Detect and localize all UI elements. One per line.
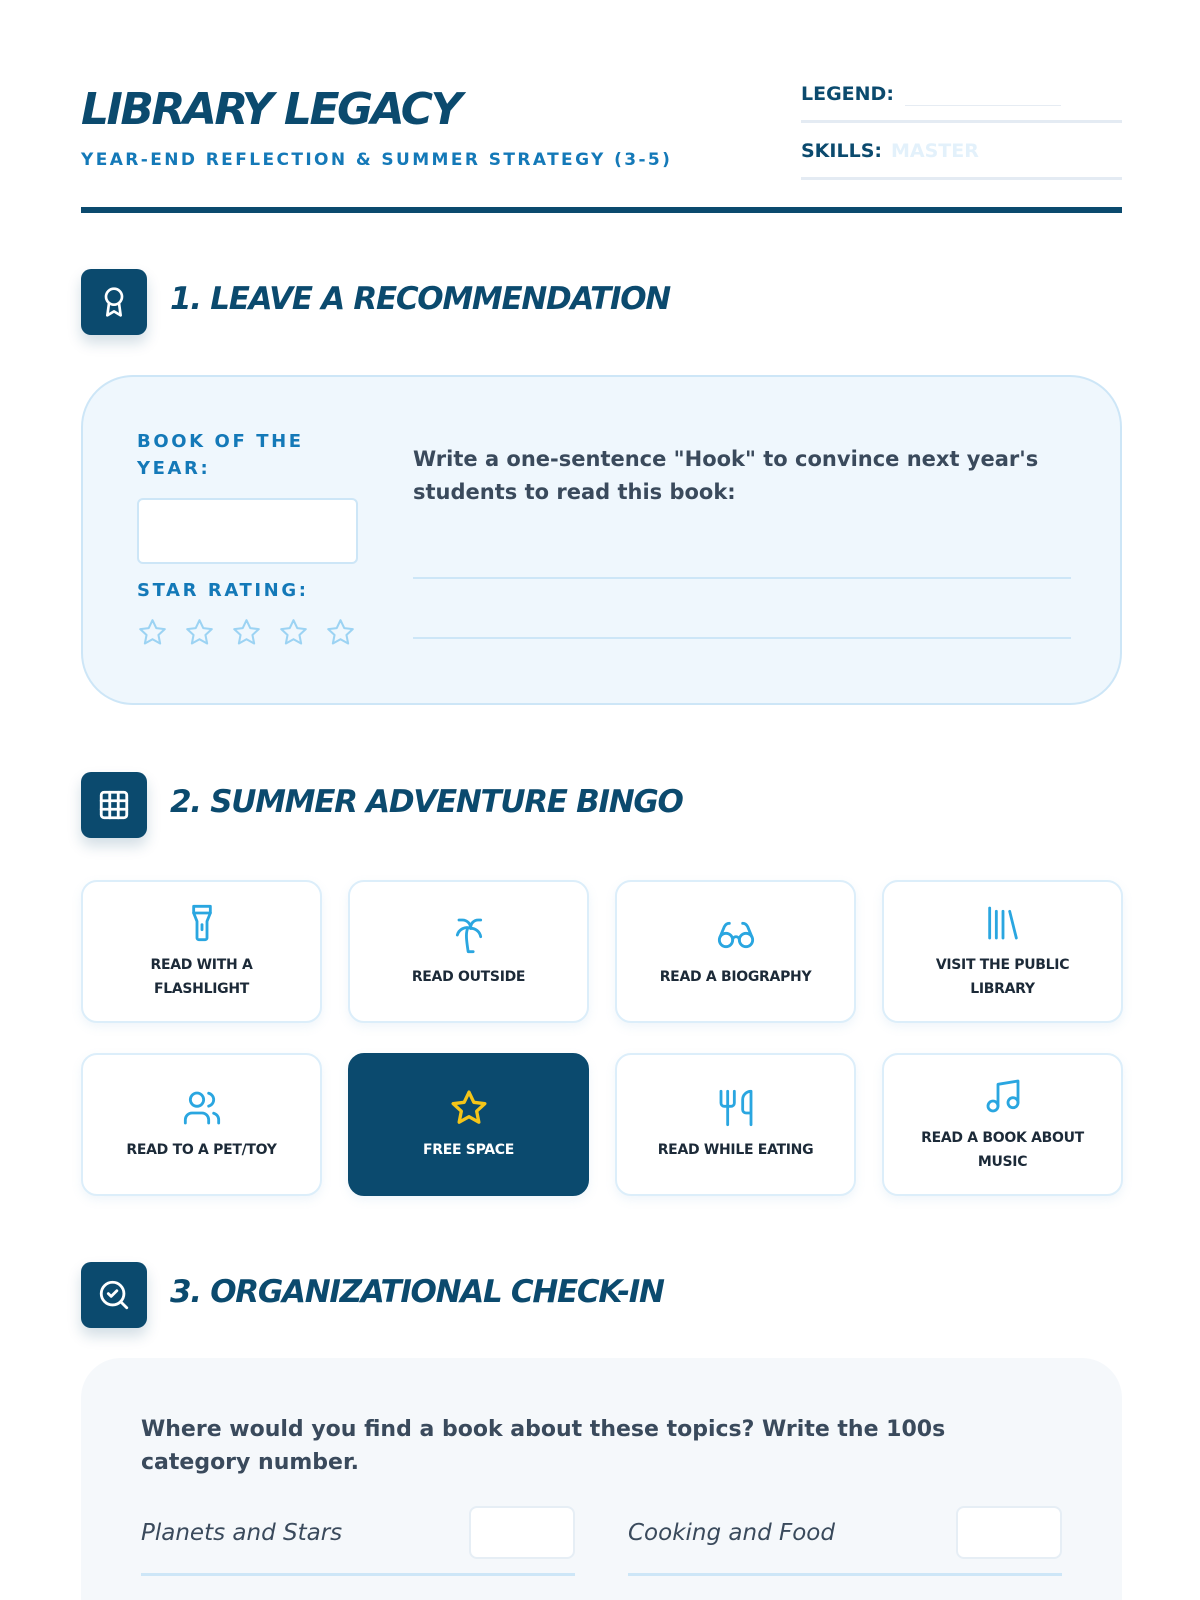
section-1-header: [81, 269, 1122, 335]
section-3-header: [81, 1262, 1122, 1328]
skills-label: SKILLS:: [801, 140, 882, 162]
people-icon: [182, 1088, 222, 1128]
bingo-tile[interactable]: [81, 1053, 322, 1196]
star-rating-label: STAR RATING:: [137, 580, 309, 601]
book-of-year-input[interactable]: [137, 498, 358, 564]
star-icon[interactable]: [137, 617, 168, 648]
star-icon[interactable]: [278, 617, 309, 648]
bingo-tile-label: READ OUTSIDE: [411, 968, 526, 985]
search-check-icon: [81, 1262, 147, 1328]
organizational-card: [81, 1358, 1122, 1600]
skills-value: MASTER: [891, 140, 979, 162]
star-rating: [137, 617, 356, 648]
category-number-input[interactable]: [469, 1506, 575, 1559]
library-books-icon: [983, 903, 1023, 943]
page-subtitle: YEAR-END REFLECTION & SUMMER STRATEGY (3-5): [81, 150, 673, 170]
section-2-title: 2. SUMMER ADVENTURE BINGO: [170, 784, 683, 820]
bingo-tile-label: READ WITH A FLASHLIGHT: [150, 956, 253, 997]
topic-label: Planets and Stars: [141, 1520, 343, 1546]
section-1-title: 1. LEAVE A RECOMMENDATION: [170, 281, 670, 317]
skills-field[interactable]: [801, 140, 1122, 180]
topic-row: [141, 1506, 575, 1576]
book-of-year-label: BOOK OF THE YEAR:: [137, 431, 304, 479]
bingo-tile[interactable]: [615, 880, 856, 1023]
topic-label: Cooking and Food: [628, 1520, 835, 1546]
bingo-tile[interactable]: [882, 880, 1123, 1023]
legend-label: LEGEND:: [801, 83, 894, 105]
hook-prompt: Write a one-sentence "Hook" to convince next year's students to read this book:: [413, 447, 1039, 504]
worksheet-page: [81, 0, 1122, 1600]
recommendation-card: [81, 375, 1122, 705]
palm-tree-icon: [449, 915, 489, 955]
bingo-tile-label: READ A BIOGRAPHY: [659, 968, 812, 985]
legend-field[interactable]: [801, 83, 1122, 123]
star-icon: [449, 1088, 489, 1128]
bingo-tile-label: READ TO A PET/TOY: [126, 1141, 277, 1158]
bingo-tile-label: READ WHILE EATING: [657, 1141, 814, 1158]
music-note-icon: [983, 1076, 1023, 1116]
hook-write-line[interactable]: [413, 637, 1071, 639]
section-2-header: [81, 772, 1122, 838]
star-icon[interactable]: [325, 617, 356, 648]
hook-write-line[interactable]: [413, 577, 1071, 579]
bingo-tile-label: READ A BOOK ABOUT MUSIC: [921, 1129, 1084, 1170]
bingo-tile[interactable]: [81, 880, 322, 1023]
free-space-tile[interactable]: [348, 1053, 589, 1196]
bingo-tile[interactable]: [882, 1053, 1123, 1196]
utensils-icon: [716, 1088, 756, 1128]
page-title: LIBRARY LEGACY: [81, 84, 460, 135]
grid-icon: [81, 772, 147, 838]
bingo-tile-label: FREE SPACE: [422, 1141, 515, 1158]
header-divider: [81, 207, 1122, 213]
topic-row: [628, 1506, 1062, 1576]
flashlight-icon: [182, 903, 222, 943]
award-ribbon-icon: [81, 269, 147, 335]
organizational-prompt: Where would you find a book about these topics? Write the 100s category number.: [141, 1417, 946, 1475]
bingo-tile[interactable]: [615, 1053, 856, 1196]
section-3-title: 3. ORGANIZATIONAL CHECK-IN: [170, 1274, 664, 1310]
legend-write-line: [905, 105, 1061, 106]
bingo-grid: [81, 880, 1122, 1196]
glasses-icon: [716, 915, 756, 955]
bingo-tile-label: VISIT THE PUBLIC LIBRARY: [935, 956, 1070, 997]
star-icon[interactable]: [184, 617, 215, 648]
star-icon[interactable]: [231, 617, 262, 648]
bingo-tile[interactable]: [348, 880, 589, 1023]
category-number-input[interactable]: [956, 1506, 1062, 1559]
